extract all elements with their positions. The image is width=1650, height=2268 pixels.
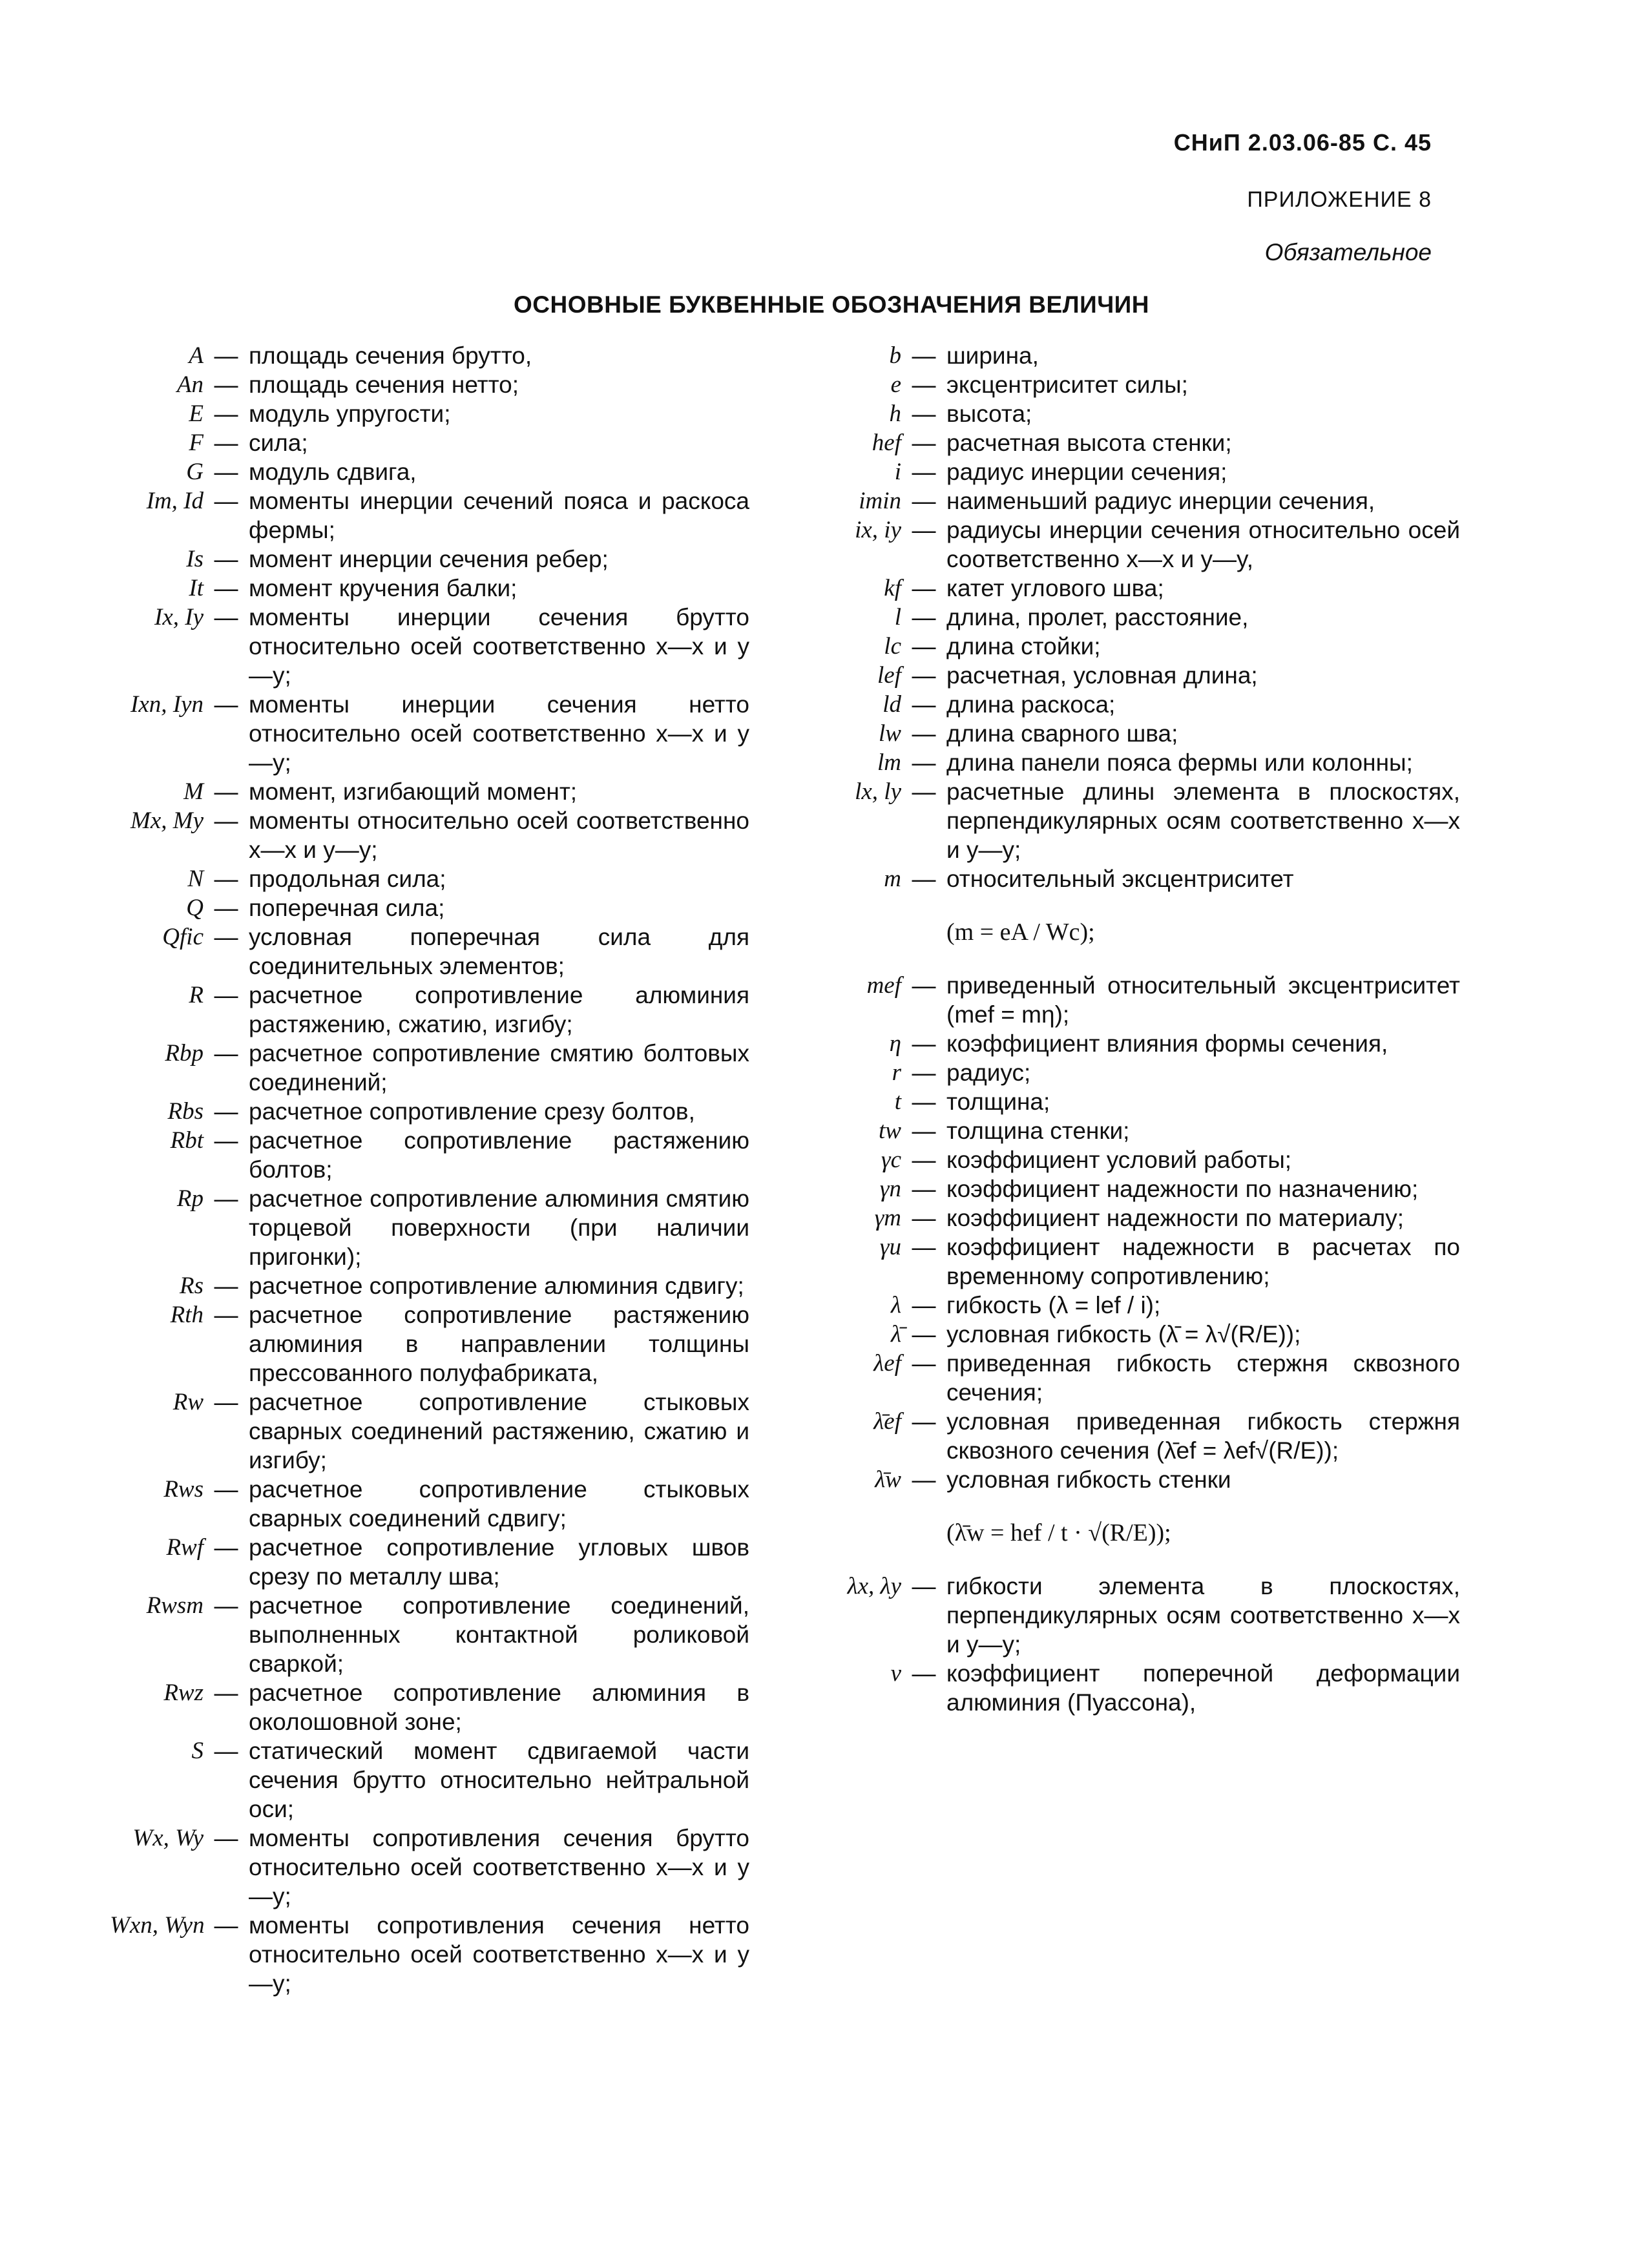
symbol-entry [808, 690, 1460, 719]
symbol-entry [808, 457, 1460, 486]
symbol-entry [110, 1039, 749, 1097]
em-dash: — [912, 575, 936, 601]
entry-symbol: Rbp [165, 1040, 204, 1066]
entry-symbol: F [189, 430, 204, 456]
symbol-entry [110, 1533, 749, 1591]
em-dash: — [214, 1302, 238, 1328]
symbol-entry [808, 486, 1460, 515]
entry-symbol: γn [879, 1176, 901, 1202]
em-dash: — [912, 720, 936, 747]
entry-description: модуль упругости; [249, 401, 451, 427]
entry-description: моменты инерции сечения нетто относительно осей соответственно x—x и y—y; [249, 691, 749, 776]
entry-description: условная гибкость (λ̄ = λ√(R/E)); [946, 1321, 1301, 1347]
em-dash: — [912, 749, 936, 776]
symbol-entry [808, 1465, 1460, 1494]
entry-description: моменты сопротивления сечения брутто относительно осей соответственно x—x и y—y; [249, 1825, 749, 1909]
entry-symbol: Q [186, 895, 204, 921]
em-dash: — [214, 546, 238, 572]
entry-description: условная поперечная сила для соединительных элементов; [249, 924, 749, 979]
entry-symbol: Mx, My [131, 807, 204, 834]
entry-symbol: r [892, 1059, 901, 1086]
document-code: СНиП 2.03.06-85 С. 45 [1173, 129, 1432, 156]
em-dash: — [912, 430, 936, 456]
entry-symbol: mef [866, 972, 901, 999]
entry-symbol: N [187, 866, 204, 892]
em-dash: — [214, 1738, 238, 1764]
entry-symbol: λef [873, 1350, 901, 1377]
em-dash: — [214, 575, 238, 601]
entry-description: длина стойки; [946, 633, 1101, 660]
symbol-entry [808, 864, 1460, 893]
em-dash: — [214, 1476, 238, 1503]
em-dash: — [912, 972, 936, 999]
entry-description: катет углового шва; [946, 575, 1164, 601]
em-dash: — [912, 866, 936, 892]
symbol-entry [808, 1349, 1460, 1407]
entry-description: толщина; [946, 1088, 1050, 1115]
entry-symbol: Rbt [170, 1127, 204, 1154]
entry-description: площадь сечения нетто; [249, 371, 519, 398]
entry-description: длина панели пояса фермы или колонны; [946, 749, 1413, 776]
em-dash: — [214, 1912, 238, 1939]
symbol-entry [110, 1911, 749, 1998]
entry-symbol: λ̄w [875, 1466, 901, 1493]
entry-description: момент инерции сечения ребер; [249, 546, 609, 572]
entry-description: площадь сечения брутто, [249, 342, 532, 369]
entry-symbol: Rth [170, 1302, 204, 1328]
symbol-entry [110, 1736, 749, 1824]
page-title: ОСНОВНЫЕ БУКВЕННЫЕ ОБОЗНАЧЕНИЯ ВЕЛИЧИН [514, 291, 1149, 318]
em-dash: — [912, 1118, 936, 1144]
em-dash: — [214, 342, 238, 369]
symbol-entry [808, 1029, 1460, 1058]
entry-description: расчетное сопротивление алюминия смятию торцевой поверхности (при наличии пригонки); [249, 1185, 749, 1270]
symbol-entry [110, 893, 749, 922]
entry-description: продольная сила; [249, 866, 446, 892]
entry-symbol: ν [890, 1660, 901, 1687]
em-dash: — [214, 459, 238, 485]
entry-description: расчетная высота стенки; [946, 430, 1232, 456]
symbol-entry [110, 1388, 749, 1475]
symbol-entry [110, 1678, 749, 1736]
entry-symbol: E [189, 401, 204, 427]
entry-symbol: M [183, 778, 204, 805]
symbol-entry [808, 1174, 1460, 1203]
symbol-entry [808, 1087, 1460, 1116]
symbol-entry [808, 1659, 1460, 1717]
symbol-entry [808, 399, 1460, 428]
symbol-entry [110, 341, 749, 370]
symbol-entry [110, 1097, 749, 1126]
entry-symbol: λ [890, 1292, 901, 1318]
em-dash: — [912, 662, 936, 689]
symbol-entry [110, 1300, 749, 1388]
em-dash: — [214, 1185, 238, 1212]
entry-description: толщина стенки; [946, 1118, 1130, 1144]
em-dash: — [214, 1273, 238, 1299]
entry-symbol: kf [884, 575, 901, 601]
entry-symbol: γm [874, 1205, 901, 1231]
entry-description: наименьший радиус инерции сечения, [946, 488, 1375, 514]
entry-symbol: A [189, 342, 204, 369]
entry-symbol: λx, λy [847, 1573, 901, 1599]
symbol-entry [110, 690, 749, 777]
entry-symbol: i [894, 459, 901, 485]
symbol-entry [110, 981, 749, 1039]
entry-symbol: Wx, Wy [132, 1825, 204, 1851]
entry-description: высота; [946, 401, 1032, 427]
entry-description: расчетное сопротивление смятию болтовых соединений; [249, 1040, 749, 1096]
entry-description: расчетное сопротивление алюминия сдвигу; [249, 1273, 744, 1299]
em-dash: — [912, 1350, 936, 1377]
em-dash: — [214, 1680, 238, 1706]
em-dash: — [912, 488, 936, 514]
entry-description: моменты инерции сечений пояса и раскоса фермы; [249, 488, 749, 543]
entry-description: эксцентриситет силы; [946, 371, 1188, 398]
entry-description: момент, изгибающий момент; [249, 778, 578, 805]
entry-description: статический момент сдвигаемой части сечения брутто относительно нейтральной оси; [249, 1738, 749, 1822]
entry-description: условная гибкость стенки [946, 1466, 1231, 1493]
entry-description: длина, пролет, расстояние, [946, 604, 1249, 630]
entry-description: моменты сопротивления сечения нетто относительно осей соответственно x—x и y—y; [249, 1912, 749, 1997]
em-dash: — [912, 1030, 936, 1057]
left-column [110, 341, 749, 1998]
em-dash: — [912, 1408, 936, 1435]
entry-description: коэффициент влияния формы сечения, [946, 1030, 1388, 1057]
entry-symbol: lw [879, 720, 901, 747]
em-dash: — [214, 866, 238, 892]
entry-description: коэффициент надежности в расчетах по временному сопротивлению; [946, 1234, 1460, 1289]
symbol-entry [110, 1475, 749, 1533]
entry-symbol: lc [884, 633, 901, 660]
symbol-entry [110, 1591, 749, 1678]
em-dash: — [912, 1573, 936, 1599]
symbol-entry [808, 1058, 1460, 1087]
em-dash: — [214, 1389, 238, 1415]
entry-symbol: Rws [163, 1476, 204, 1503]
symbol-entry [110, 399, 749, 428]
entry-symbol: λ̄ [890, 1321, 901, 1347]
em-dash: — [214, 371, 238, 398]
entry-symbol: Rp [176, 1185, 204, 1212]
symbol-entry [808, 603, 1460, 632]
entry-symbol: hef [872, 430, 901, 456]
entry-symbol: imin [859, 488, 901, 514]
symbol-entry [808, 1145, 1460, 1174]
em-dash: — [912, 778, 936, 805]
symbol-entry [808, 428, 1460, 457]
entry-description: гибкости элемента в плоскостях, перпендикулярных осям соответственно x—x и y—y; [946, 1573, 1460, 1658]
entry-description: радиус инерции сечения; [946, 459, 1227, 485]
em-dash: — [214, 1534, 238, 1561]
entry-description: коэффициент условий работы; [946, 1147, 1292, 1173]
entry-symbol: Rwz [163, 1680, 204, 1706]
entry-symbol: S [191, 1738, 204, 1764]
symbol-entry [808, 574, 1460, 603]
em-dash: — [912, 401, 936, 427]
symbol-entry [808, 661, 1460, 690]
entry-symbol: R [189, 982, 204, 1008]
entry-description: расчетная, условная длина; [946, 662, 1258, 689]
em-dash: — [912, 633, 936, 660]
em-dash: — [214, 1825, 238, 1851]
em-dash: — [912, 1321, 936, 1347]
entry-symbol: h [889, 401, 901, 427]
entry-symbol: lm [877, 749, 901, 776]
em-dash: — [912, 1088, 936, 1115]
symbol-entry [808, 1320, 1460, 1349]
entry-symbol: lx, ly [855, 778, 901, 805]
symbol-entry [808, 1407, 1460, 1465]
symbol-entry [110, 545, 749, 574]
entry-description: момент кручения балки; [249, 575, 517, 601]
entry-symbol: Rwsm [146, 1592, 204, 1619]
em-dash: — [214, 1098, 238, 1125]
em-dash: — [912, 691, 936, 718]
entry-description: коэффициент надежности по назначению; [946, 1176, 1419, 1202]
entry-description: моменты относительно осей соответственно x—x и y—y; [249, 807, 749, 863]
entry-symbol: Is [186, 546, 204, 572]
symbol-entry [808, 1291, 1460, 1320]
em-dash: — [912, 1292, 936, 1318]
symbol-entry [110, 428, 749, 457]
entry-description: радиус; [946, 1059, 1031, 1086]
entry-description: расчетное сопротивление алюминия в околошовной зоне; [249, 1680, 749, 1735]
symbol-entry [110, 486, 749, 545]
entry-symbol: Rs [180, 1273, 204, 1299]
symbol-entry [808, 971, 1460, 1029]
symbol-entry [110, 1184, 749, 1271]
symbol-entry [808, 777, 1460, 864]
entry-description: расчетное сопротивление срезу болтов, [249, 1098, 695, 1125]
symbol-entry [808, 719, 1460, 748]
entry-symbol: η [889, 1030, 901, 1057]
entry-description: длина сварного шва; [946, 720, 1178, 747]
entry-description: расчетное сопротивление стыковых сварных соединений сдвигу; [249, 1476, 749, 1532]
entry-description: расчетное сопротивление угловых швов срезу по металлу шва; [249, 1534, 749, 1590]
entry-description: модуль сдвига, [249, 459, 417, 485]
symbol-entry [808, 370, 1460, 399]
entry-symbol: l [894, 604, 901, 630]
entry-description: расчетное сопротивление стыковых сварных соединений растяжению, сжатию и изгибу; [249, 1389, 749, 1473]
em-dash: — [214, 1040, 238, 1066]
symbol-entry [808, 632, 1460, 661]
entry-description: расчетное сопротивление соединений, выполненных контактной роликовой сваркой; [249, 1592, 749, 1677]
entry-description: условная приведенная гибкость стержня сквозного сечения (λ̄ef = λef√(R/E)); [946, 1408, 1460, 1464]
symbol-entry [110, 574, 749, 603]
entry-symbol: Ix, Iy [154, 604, 204, 630]
entry-symbol: G [186, 459, 204, 485]
em-dash: — [214, 895, 238, 921]
entry-description: коэффициент поперечной деформации алюминия (Пуассона), [946, 1660, 1460, 1716]
entry-description: относительный эксцентриситет [946, 866, 1294, 892]
entry-description: поперечная сила; [249, 895, 445, 921]
em-dash: — [214, 924, 238, 950]
em-dash: — [912, 1660, 936, 1687]
appendix-status: Обязательное [1264, 239, 1432, 265]
symbol-entry [110, 777, 749, 806]
symbol-entry [110, 922, 749, 981]
em-dash: — [214, 982, 238, 1008]
entry-symbol: γc [881, 1147, 901, 1173]
symbol-entry [808, 341, 1460, 370]
symbol-entry [808, 515, 1460, 574]
em-dash: — [912, 517, 936, 543]
entry-description: расчетное сопротивление алюминия растяжению, сжатию, изгибу; [249, 982, 749, 1037]
symbol-entry [110, 457, 749, 486]
em-dash: — [912, 1234, 936, 1260]
em-dash: — [912, 1176, 936, 1202]
em-dash: — [214, 691, 238, 718]
entry-description: приведенный относительный эксцентриситет (mef = mη); [946, 972, 1460, 1028]
em-dash: — [912, 342, 936, 369]
entry-symbol: e [890, 371, 901, 398]
em-dash: — [214, 430, 238, 456]
entry-symbol: λ̄ef [873, 1408, 901, 1435]
em-dash: — [912, 459, 936, 485]
em-dash: — [214, 488, 238, 514]
entry-symbol: lef [877, 662, 901, 689]
symbol-entry [808, 1572, 1460, 1659]
em-dash: — [912, 1466, 936, 1493]
entry-description: сила; [249, 430, 308, 456]
entry-symbol: tw [879, 1118, 901, 1144]
symbol-entry [110, 1824, 749, 1911]
symbol-entry [110, 864, 749, 893]
entry-description: коэффициент надежности по материалу; [946, 1205, 1405, 1231]
entry-symbol: Ixn, Iyn [131, 691, 204, 718]
entry-symbol: m [884, 866, 901, 892]
em-dash: — [912, 1059, 936, 1086]
entry-symbol: Rw [172, 1389, 204, 1415]
em-dash: — [214, 604, 238, 630]
entry-description: ширина, [946, 342, 1039, 369]
entry-symbol: t [894, 1088, 901, 1115]
appendix-label: ПРИЛОЖЕНИЕ 8 [1247, 187, 1432, 212]
symbol-entry [110, 806, 749, 864]
entry-symbol: ix, iy [855, 517, 901, 543]
symbol-entry [808, 1116, 1460, 1145]
entry-description: расчетное сопротивление растяжению алюминия в направлении толщины прессованного полуфабриката, [249, 1302, 749, 1386]
symbol-entry [110, 370, 749, 399]
em-dash: — [912, 1205, 936, 1231]
em-dash: — [214, 1592, 238, 1619]
entry-symbol: Qfic [162, 924, 204, 950]
entry-symbol: Rbs [167, 1098, 204, 1125]
right-column [808, 341, 1460, 1717]
symbol-entry [110, 1271, 749, 1300]
formula: (m = eA / Wc); [946, 919, 1095, 946]
entry-symbol: Rwf [166, 1534, 204, 1561]
em-dash: — [214, 401, 238, 427]
entry-symbol: ld [882, 691, 901, 718]
em-dash: — [214, 778, 238, 805]
entry-description: приведенная гибкость стержня сквозного сечения; [946, 1350, 1460, 1406]
entry-description: моменты инерции сечения брутто относительно осей соответственно x—x и y—y; [249, 604, 749, 689]
entry-description: расчетные длины элемента в плоскостях, перпендикулярных осям соответственно x—x и y—y; [946, 778, 1460, 863]
formula: (λ̄w = hef / t · √(R/E)); [946, 1519, 1171, 1546]
em-dash: — [912, 1147, 936, 1173]
symbol-entry [808, 1203, 1460, 1233]
em-dash: — [912, 604, 936, 630]
symbol-entry [110, 603, 749, 690]
entry-description: расчетное сопротивление растяжению болтов; [249, 1127, 749, 1183]
entry-symbol: Wxn, Wyn [110, 1912, 205, 1939]
symbol-entry [808, 1233, 1460, 1291]
entry-symbol: It [189, 575, 204, 601]
entry-description: длина раскоса; [946, 691, 1116, 718]
entry-description: радиусы инерции сечения относительно осей соответственно x—x и y—y, [946, 517, 1460, 572]
entry-symbol: An [176, 371, 204, 398]
entry-symbol: Im, Id [146, 488, 204, 514]
symbol-entry [110, 1126, 749, 1184]
entry-symbol: b [889, 342, 901, 369]
symbol-entry [808, 748, 1460, 777]
entry-description: гибкость (λ = lef / i); [946, 1292, 1161, 1318]
em-dash: — [214, 807, 238, 834]
em-dash: — [214, 1127, 238, 1154]
entry-symbol: γu [879, 1234, 901, 1260]
em-dash: — [912, 371, 936, 398]
